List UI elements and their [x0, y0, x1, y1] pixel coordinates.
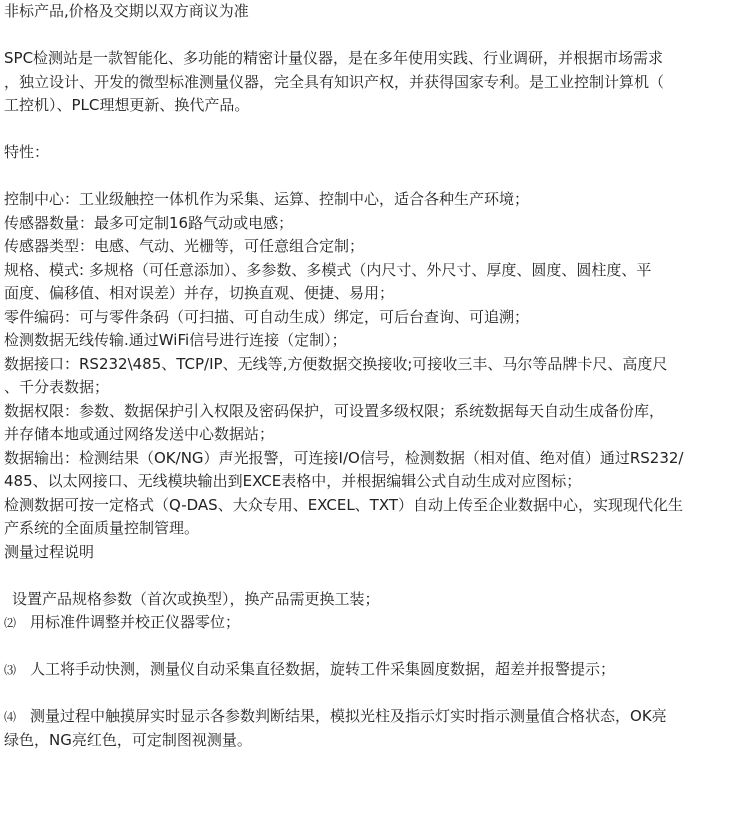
feature-line: 并存储本地或通过网络发送中心数据站；: [4, 425, 275, 443]
feature-line: 检测数据无线传输.通过WiFi信号进行连接（定制）；: [4, 331, 347, 349]
header-note: 非标产品,价格及交期以双方商议为准: [4, 2, 249, 20]
step-3: [4, 658, 748, 682]
feature-line: 、千分表数据；: [4, 378, 110, 396]
feature-line: 零件编码：可与零件条码（可扫描、可自动生成）绑定，可后台查询、可追溯；: [4, 307, 530, 326]
feature-line: 数据权限：参数、数据保护引入权限及密码保护，可设置多级权限；系统数据每天自动生成备份库，: [4, 401, 665, 420]
step-4-text: 测量过程中触摸屏实时显示各参数判断结果，模拟光柱及指示灯实时指示测量值合格状态，OK亮: [30, 707, 667, 725]
intro-line-1: SPC检测站是一款智能化、多功能的精密计量仪器，是在多年使用实践、行业调研，并根据市场需求: [4, 49, 664, 67]
intro-line-2: ，独立设计、开发的微型标准测量仪器，完全具有知识产权，并获得国家专利。是工业控制计算机（: [4, 72, 665, 91]
spacer: [4, 682, 748, 706]
spacer: [4, 24, 748, 48]
feature-line: 传感器类型：电感、气动、光栅等，可任意组合定制；: [4, 237, 365, 255]
step-3-text: 人工将手动快测，测量仪自动采集直径数据，旋转工件采集圆度数据，超差并报警提示；: [30, 660, 616, 678]
process-title: 测量过程说明: [4, 542, 95, 561]
feature-line: 数据输出：检测结果（OK/NG）声光报警，可连接I/O信号，检测数据（相对值、绝对值）通过RS232/: [4, 448, 684, 467]
intro-line-3: 工控机）、PLC理想更新、换代产品。: [4, 96, 250, 114]
step-2-number: ⑵: [4, 616, 17, 630]
spacer: [4, 118, 748, 142]
step-4-continued: 绿色，NG亮红色，可定制图视测量。: [4, 730, 252, 749]
step-2-text: 用标准件调整并校正仪器零位；: [30, 613, 241, 631]
features-title: 特性：: [4, 143, 50, 161]
step-1: 设置产品规格参数（首次或换型），换产品需更换工装；: [12, 589, 380, 608]
spacer: [4, 564, 748, 588]
step-4: [4, 705, 748, 729]
feature-line: 数据接口：RS232\485、TCP/IP、无线等,方便数据交换接收;可接收三丰、马尔等品牌卡尺、高度尺: [4, 354, 668, 373]
product-description: [4, 0, 748, 752]
feature-line: 传感器数量：最多可定制16路气动或电感；: [4, 213, 294, 232]
feature-line: 规格、模式: 多规格（可任意添加）、多参数、多模式（内尺寸、外尺寸、厚度、圆度、圆柱度、平: [4, 260, 652, 279]
spacer: [4, 635, 748, 659]
step-3-number: ⑶: [4, 663, 17, 677]
feature-line: 485、以太网接口、无线模块输出到EXCE表格中，并根据编辑公式自动生成对应图标；: [4, 472, 582, 490]
feature-line: 检测数据可按一定格式（Q-DAS、大众专用、EXCEL、TXT）自动上传至企业数据中心，实现现代化生: [4, 495, 684, 514]
step-2: [4, 611, 748, 635]
step-4-number: ⑷: [4, 710, 17, 724]
spacer: [4, 165, 748, 189]
feature-line: 控制中心：工业级触控一体机作为采集、运算、控制中心，适合各种生产环境；: [4, 190, 530, 208]
feature-line: 产系统的全面质量控制管理。: [4, 519, 200, 537]
feature-line: 面度、偏移值、相对误差）并存，切换直观、便捷、易用；: [4, 284, 395, 302]
